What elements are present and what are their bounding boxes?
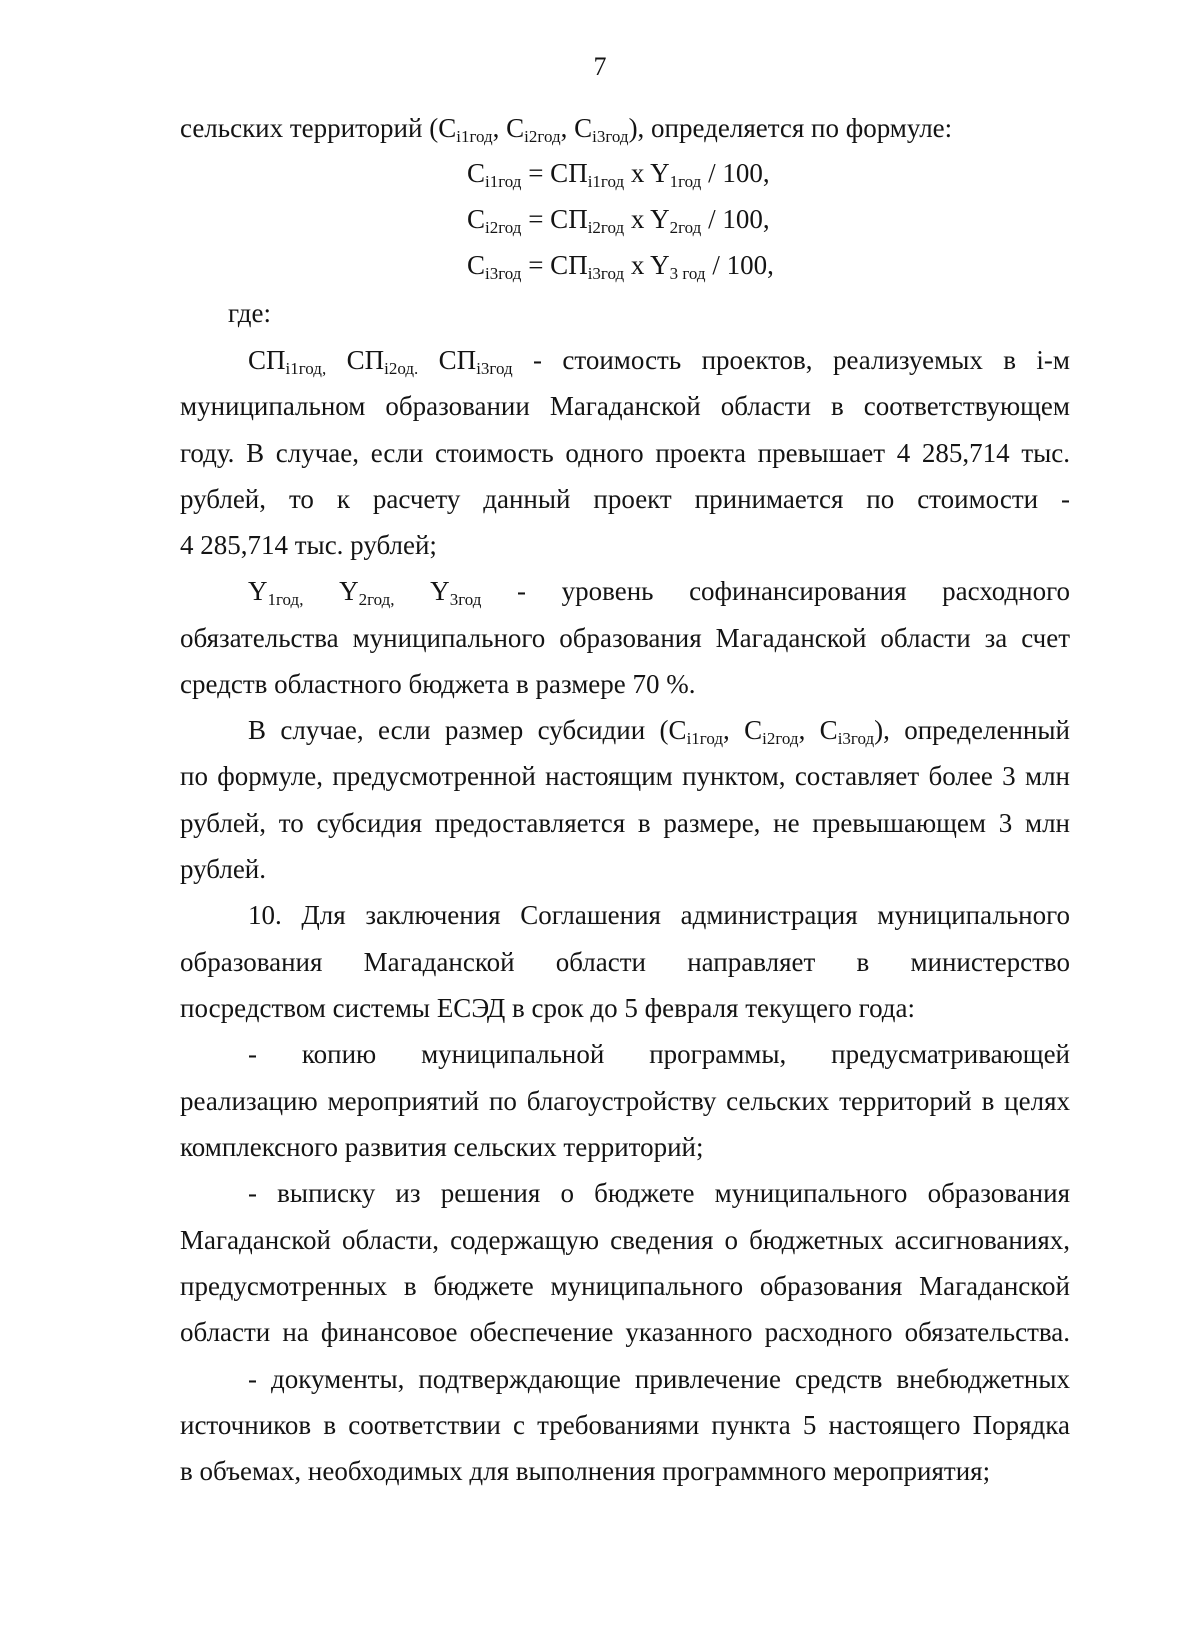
- paragraph-line: обязательства муниципального образования Магаданской области за счет: [180, 623, 1070, 653]
- list-item: комплексного развития сельских территорий;: [180, 1132, 704, 1162]
- paragraph-line: 4 285,714 тыс. рублей;: [180, 530, 437, 560]
- list-item: в объемах, необходимых для выполнения программного мероприятия;: [180, 1456, 991, 1486]
- paragraph-line: 10. Для заключения Соглашения администрация муниципального: [248, 900, 1070, 930]
- paragraph-line: рублей.: [180, 854, 267, 884]
- where-label: где:: [228, 298, 271, 328]
- list-item: предусмотренных в бюджете муниципального образования Магаданской: [180, 1271, 1070, 1301]
- formula-3: $C_{i3год} = СП_{i3год}$ x $Y_{3 год} / 100$,: [467, 250, 774, 283]
- formula-2: $C_{i2год} = СП_{i2год}$ x $Y_{2год} / 100$,: [467, 204, 770, 237]
- list-item: области на финансовое обеспечение указанного расходного обязательства.: [180, 1317, 1070, 1347]
- paragraph-line: по формуле, предусмотренной настоящим пунктом, составляет более 3 млн: [180, 761, 1070, 791]
- paragraph-line: рублей, то субсидия предоставляется в размере, не превышающем 3 млн: [180, 808, 1070, 838]
- list-item: реализацию мероприятий по благоустройству сельских территорий в целях: [180, 1086, 1070, 1116]
- paragraph-line: образования Магаданской области направляет в министерство: [180, 947, 1070, 977]
- subsidy-cap-line: В случае, если размер субсидии ($C_{i1год}$, $C_{i2год}$, $C_{i3год}$), определенный: [248, 715, 1070, 748]
- list-item: - документы, подтверждающие привлечение средств внебюджетных: [248, 1364, 1070, 1394]
- list-item: источников в соответствии с требованиями пункта 5 настоящего Порядка: [180, 1410, 1070, 1440]
- formula-1: $C_{i1год} = СП_{i1год}$ x $Y_{1год} / 100$,: [467, 158, 770, 191]
- paragraph-line: муниципальном образовании Магаданской области в соответствующем: [180, 391, 1070, 421]
- paragraph-line: средств областного бюджета в размере 70 %.: [180, 669, 696, 699]
- paragraph-line: году. В случае, если стоимость одного проекта превышает 4 285,714 тыс.: [180, 438, 1070, 468]
- intro-line: сельских территорий ($C_{i1год}$, $C_{i2год}$, $C_{i3год}$), определяется по формуле:: [180, 113, 953, 146]
- paragraph-line: посредством системы ЕСЭД в срок до 5 февраля текущего года:: [180, 993, 916, 1023]
- list-item: Магаданской области, содержащую сведения о бюджетных ассигнованиях,: [180, 1225, 1070, 1255]
- paragraph-line: рублей, то к расчету данный проект принимается по стоимости -: [180, 484, 1070, 514]
- y-definition-line: $Y_{1год,}$ $Y_{2год,}$ $Y_{3год}$ - уровень софинансирования расходного: [248, 576, 1071, 609]
- sp-definition-line: $СП_{i1год,}$ $СП_{i2од.}$ $СП_{i3год}$ - стоимость проектов, реализуемых в i-м: [248, 345, 1070, 378]
- list-item: - выписку из решения о бюджете муниципального образования: [248, 1178, 1070, 1208]
- list-item: - копию муниципальной программы, предусматривающей: [248, 1039, 1070, 1069]
- page-number: 7: [593, 52, 607, 81]
